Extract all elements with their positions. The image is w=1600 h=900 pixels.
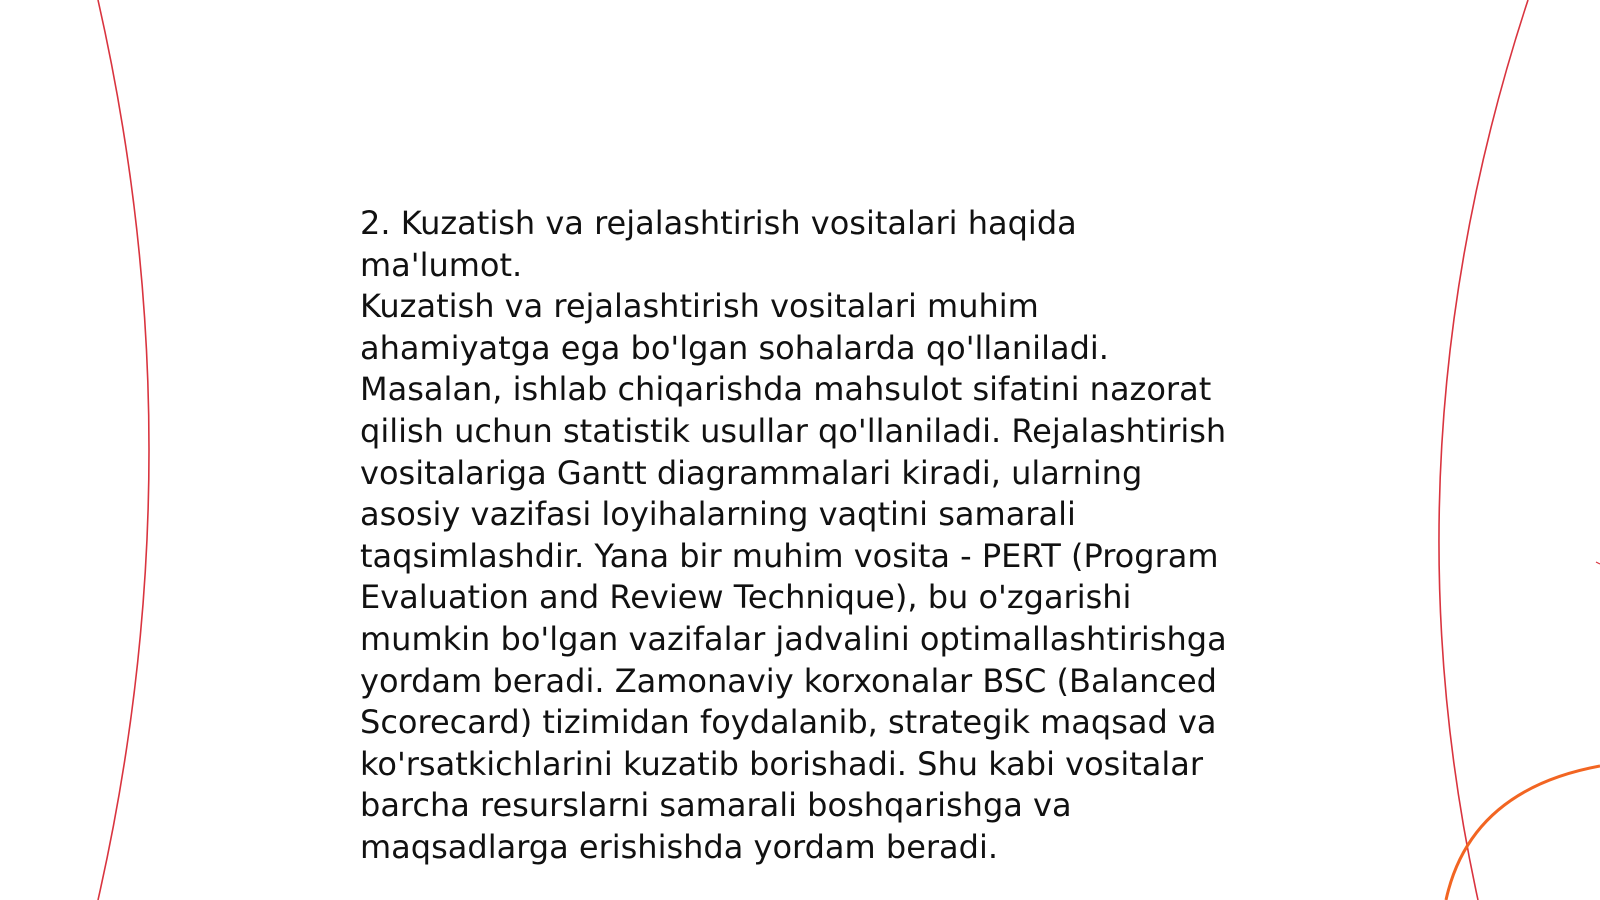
bottom-right-orange-arc <box>1446 766 1600 900</box>
slide-body: Kuzatish va rejalashtirish vositalari muhim ahamiyatga ega bo'lgan sohalarda qo'llaniladi. Masalan, ishlab chiqarishda mahsulot sifatini nazorat qilish uchun statistik usullar qo'llaniladi. Rejalashtirish vositalariga Gantt diagrammalari kiradi, ularning asosiy vazifasi loyihalarning vaqtini samarali taqsimlashdir. Yana bir muhim vosita - PERT (Program Evaluation and Review Technique), bu o'zgarishi mumkin bo'lgan vazifalar jadvalini optimallashtirishga yordam beradi. Zamonaviy korxonalar BSC (Balanced Scorecard) tizimidan foydalanib, strategik maqsad va ko'rsatkichlarini kuzatib borishadi. Shu kabi vositalar barcha resurslarni samarali boshqarishga va maqsadlarga erishishda yordam beradi. <box>360 287 1227 866</box>
right-red-arc <box>1439 0 1528 900</box>
slide-heading: 2. Kuzatish va rejalashtirish vositalari haqida ma'lumot. <box>360 204 1077 284</box>
text-content <box>360 203 1260 869</box>
right-edge-tick <box>1596 562 1600 564</box>
left-red-arc <box>98 0 149 900</box>
